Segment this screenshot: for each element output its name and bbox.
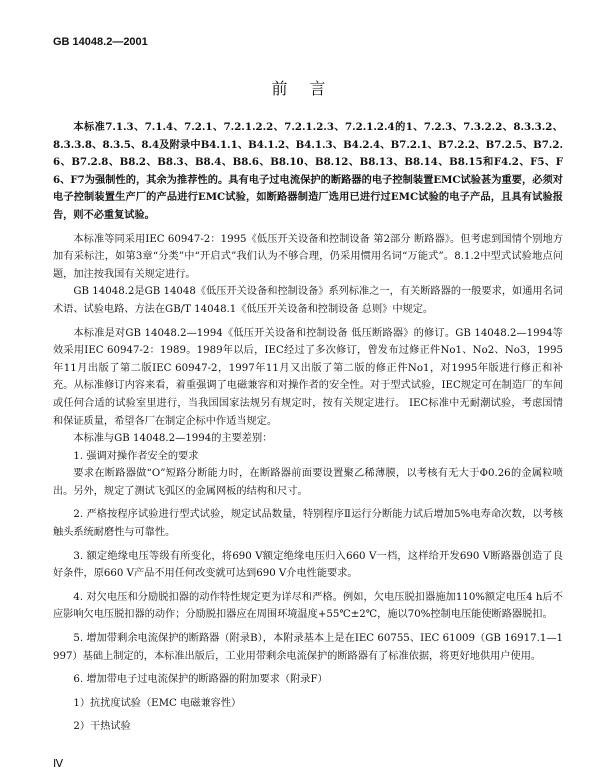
list-item-1-detail: 要求在断路器做“O”短路分断能力时，在断路器前面要设置聚乙稀薄膜，以考核有无大于Φ0.26的金属粒喷出。另外，规定了测试飞弧区的金属网板的结构和尺寸。 bbox=[53, 468, 563, 497]
paragraph-adoption: 本标准等同采用IEC 60947-2：1995《低压开关设备和控制设备 第2部分 断路器》。但考虑到国情个别地方加有采标注，如第3章“分类”中“开启式”我们认为不够合理，仍采用惯用名词“万能式”。8.1.2中型式试验地点问题，加注按我国有关规定进行。 bbox=[53, 233, 563, 280]
list-item-3: 3. 额定绝缘电压等级有所变化，将690 V额定绝缘电压归入660 V一档，这样给开发690 V断路器创造了良好条件，原660 V产品不用任何改变就可达到690 V介电性能要求。 bbox=[53, 550, 563, 580]
standard-number-header: GB 14048.2—2001 bbox=[53, 36, 148, 48]
document-body bbox=[53, 119, 563, 736]
section-title: 前言 bbox=[271, 79, 348, 98]
paragraph-mandatory-clauses: 本标准7.1.3、7.1.4、7.2.1、7.2.1.2.2、7.2.1.2.3、7.2.1.2.4的1、7.2.3、7.3.2.2、8.3.3.2、8.3.3.8、8.3.5、8.4及附录中B4.1.1、B4.1.2、B4.1.3、B4.2.4、B7.2.1、B7.2.2、B7.2.5、B7.2.6、B7.2.8、B8.2、B8.3、B8.4、B8.6、B8.10、B8.12、B8.13、B8.14、B8.15和F4.2、F5、F6、F7为强制性的，其余为推荐性的。具有电子过电流保护的断路器的电子控制装置EMC试验甚为重要，必须对电子控制装置生产厂的产品进行EMC试验，如断路器制造厂选用已进行过EMC试验的电子产品，且具有试验报告，则不必重复试验。 bbox=[53, 121, 563, 221]
list-item-6-sub-2: 2）干热试验 bbox=[73, 721, 131, 733]
list-item-6: 6. 增加带电子过电流保护的断路器的附加要求（附录F） bbox=[73, 674, 328, 686]
list-item-5: 5. 增加带剩余电流保护的断路器（附录B），本附录基本上是在IEC 60755、IEC 61009（GB 16917.1—1997）基础上制定的，本标准出版后，工业用带剩余电流保护的断路器有了标准依据，将更好地供用户使用。 bbox=[53, 633, 563, 662]
page-number: Ⅳ bbox=[53, 758, 64, 770]
paragraph-revision: 本标准是对GB 14048.2—1994《低压开关设备和控制设备 低压断路器》的修订。GB 14048.2—1994等效采用IEC 60947-2：1989。1989年以后，IEC经过了多次修订，曾发布过修正件No1、No2、No3，1995年11月出版了第二版IEC 60947-2，1997年11月又出版了第二版的修正件No1，对1995年版进行修正和补充。从标准修订内容来看，着重强调了电磁兼容和对操作者的安全性。对于型式试验，IEC规定可在制造厂的车间或任何合适的试验室里进行，当我国国家法规另有规定时，按有关规定进行。 IEC标准中无耐潮试验，考虑国情和保证质量，希望各厂在制定企标中作适当规定。 bbox=[53, 327, 563, 427]
paragraph-series: GB 14048.2是GB 14048《低压开关设备和控制设备》系列标准之一，有关断路器的一般要求，如通用名词术语、试验电路、方法在GB/T 14048.1《低压开关设备和控制设备 总则》中规定。 bbox=[53, 286, 563, 315]
list-item-2: 2. 严格按程序试验进行型式试验，规定试品数量，特别程序Ⅱ运行分断能力试后增加5%电寿命次数，以考核触头系统耐磨性与可靠性。 bbox=[53, 509, 563, 539]
paragraph-differences-intro: 本标准与GB 14048.2—1994的主要差别： bbox=[73, 433, 273, 445]
list-item-4: 4. 对欠电压和分励脱扣器的动作特性规定更为详尽和严格。例如，欠电压脱扣器施加110%额定电压4 h后不应影响欠电压脱扣器的动作；分励脱扣器应在周围环境温度+55℃±2℃，施以70%控制电压能使断路器脱扣。 bbox=[53, 591, 563, 621]
list-item-6-sub-1: 1）抗扰度试验（EMC 电磁兼容性） bbox=[73, 697, 242, 709]
list-item-1: 1. 强调对操作者安全的要求 bbox=[73, 450, 199, 462]
